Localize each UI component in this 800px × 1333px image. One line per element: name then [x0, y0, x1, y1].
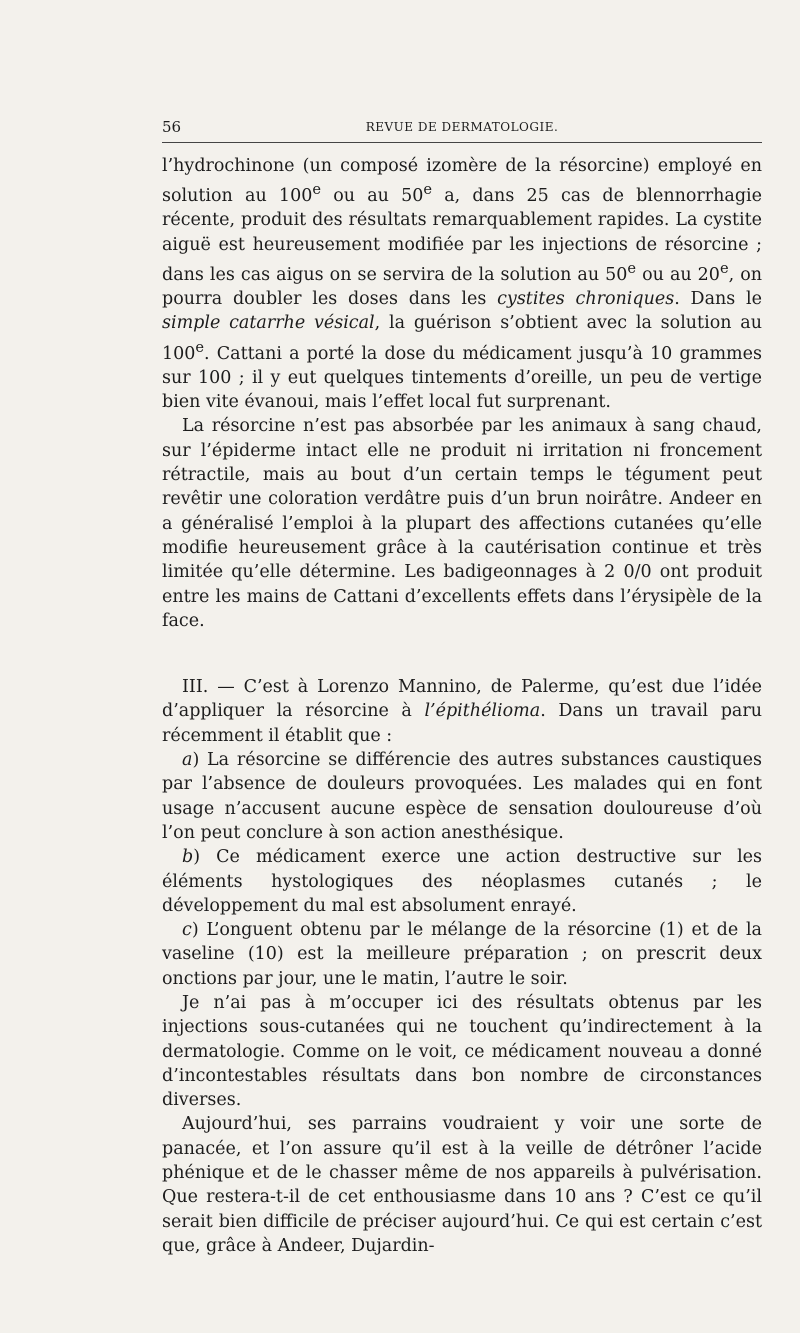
page-header	[162, 116, 762, 143]
body-text	[162, 154, 762, 1258]
list-item: a) La résorcine se différencie des autres substances caustiques par l’absence de douleurs provoquées. Les malades qui en font usage n’accusent aucune espèce de sensation douloureuse d’où l’on peut conclure à son action anesthésique.	[162, 750, 762, 843]
paragraph: Aujourd’hui, ses parrains voudraient y voir une sorte de panacée, et l’on assure qu’il est à la veille de détrôner l’acide phénique et de le chasser même de nos appareils à pulvérisation. Que restera-t-il de cet enthousiasme dans 10 ans ? C’est ce qu’il serait bien difficile de préciser aujourd’hui. Ce qui est certain c’est que, grâce à Andeer, Dujardin-	[162, 1114, 762, 1256]
paragraph: III. — C’est à Lorenzo Mannino, de Palerme, qu’est due l’idée d’appliquer la résorcine à l’épithélioma. Dans un travail paru récemment il établit que :	[162, 677, 762, 746]
page-number: 56	[162, 118, 182, 136]
paragraph: Je n’ai pas à m’occuper ici des résultats obtenus par les injections sous-cutanées qui ne touchent qu’indirectement à la dermatologie. Comme on le voit, ce médicament nouveau a donné d’incontestables résultats dans bon nombre de circonstances diverses.	[162, 992, 762, 1111]
list-item: b) Ce médicament exerce une action destructive sur les éléments hystologiques des néoplasmes cutanés ; le développement du mal est absolument enrayé.	[162, 847, 762, 916]
paragraph: La résorcine n’est pas absorbée par les animaux à sang chaud, sur l’épiderme intact elle ne produit ni irritation ni froncement rétractile, mais au bout d’un certain temps le tégument peut revêtir une coloration verdâtre puis d’un brun noirâtre. Andeer en a généralisé l’emploi à la plupart des affections cutanées qu’elle modifie heureusement grâce à la cautérisation continue et très limitée qu’elle détermine. Les badigeonnages à 2 0/0 ont produit entre les mains de Cattani d’excellents effets dans l’érysipèle de la face.	[162, 416, 762, 631]
running-title: REVUE DE DERMATOLOGIE.	[365, 120, 559, 134]
list-item: c) L’onguent obtenu par le mélange de la résorcine (1) et de la vaseline (10) est la meilleure préparation ; on prescrit deux onctions par jour, une le matin, l’autre le soir.	[162, 920, 762, 989]
paragraph: l’hydrochinone (un composé izomère de la résorcine) employé en solution au 100e ou au 50e a, dans 25 cas de blennorrhagie récente, produit des résultats remarquablement rapides. La cystite aiguë est heureusement modifiée par les injections de résorcine ; dans les cas aigus on se servira de la solution au 50e ou au 20e, on pourra doubler les doses dans les cystites chroniques. Dans le simple catarrhe vésical, la guérison s’obtient avec la solution au 100e. Cattani a porté la dose du médicament jusqu’à 10 grammes sur 100 ; il y eut quelques tintements d’oreille, un peu de vertige bien vite évanoui, mais l’effet local fut surprenant.	[162, 156, 762, 413]
